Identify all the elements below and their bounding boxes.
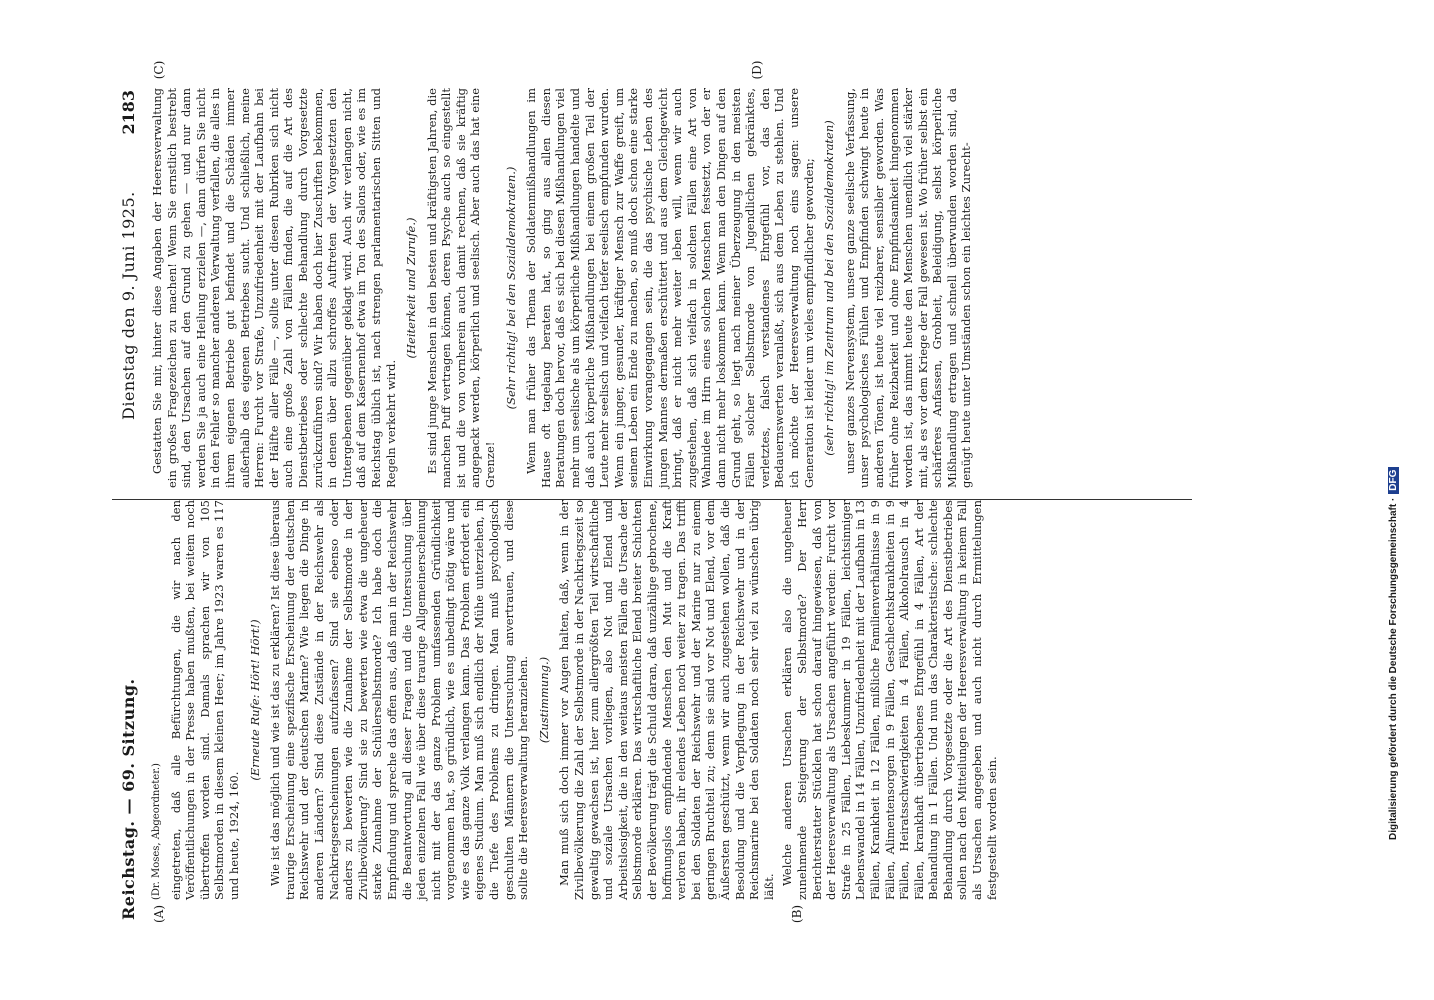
right-column (150, 60, 978, 488)
margin-marker-b: (B) (790, 904, 804, 924)
session-date: Dienstag den 9. Juni 1925. (119, 191, 138, 420)
margin-marker-a: (A) (152, 904, 166, 924)
paragraph: Man muß sich doch immer vor Augen halten, daß, wenn in der Zivilbevölkerung die Zahl der Selbstmorde in der Nachkriegszeit so gewaltig gewachsen ist, hier zum allergrößten Teil wirtschaftliche und soziale Ursachen vorliegen, also Not und Elend und Arbeitslosigkeit, die in den weitaus meisten Fällen die Ursache der Selbstmorde erklären. Das wirtschaftliche Elend breiter Schichten der Bevölkerung trägt die Schuld daran, daß unzählige gebrochene, hoffnungslos empfindende Menschen den Mut und die Kraft verloren haben, ihr elendes Leben noch weiter zu tragen. Das trifft bei den Soldaten der Reichswehr und der Marine nur zu einem geringen Bruchteil zu; denn sie sind vor Not und Elend, vor dem Äußersten geschützt, wenn wir auch zugestehen wollen, daß die Besoldung und die Verpflegung in der Reichswehr und in der Reichsmarine bei den Soldaten noch sehr viel zu wünschen übrig läßt. (557, 500, 776, 900)
rotated-page (20, 0, 1420, 1000)
paragraph: Gestatten Sie mir, hinter diese Angaben der Heeresverwaltung ein großes Fragezeichen zu machen! Wenn Sie ernstlich bestrebt sind, den Ursachen auf den Grund zu gehen — und nur dann werden Sie ja auch eine Heilung erzielen —, dann dürfen Sie nicht in den Fehler so mancher anderen Verwaltung verfallen, die alles in ihrem eigenen Betriebe gut befindet und die Schäden immer außerhalb des eigenen Betriebes sucht. Und schließlich, meine Herren: Furcht vor Strafe, Unzufriedenheit mit der Laufbahn bei der Hälfte aller Fälle —, sollte unter diesen Rubriken sich nicht auch eine große Zahl von Fällen finden, die auf die Art des Dienstbetriebes oder schlechte Behandlung durch Vorgesetzte zurückzuführen sind? Wir haben doch hier Zuschriften bekommen, in denen über allzu schroffes Auftreten der Vorgesetzten den Untergebenen gegenüber geklagt wird. Auch wir verlangen nicht, daß auf dem Kasernenhof etwa im Ton des Salons oder, wie es im Reichstag üblich ist, nach strengen parlamentarischen Sitten und Regeln verkehrt wird. (150, 88, 398, 488)
interjection: (Heiterkeit und Zurufe.) (404, 217, 419, 359)
paragraph: Wie ist das möglich und wie ist das zu erklären? Ist diese überaus traurige Erscheinung eine spezifische Erscheinung der deutschen Reichswehr und der deutschen Marine? Wie liegen die Dinge in anderen Ländern? Sind diese Zustände in der Reichswehr als Nachkriegserscheinungen aufzufassen? Sind sie ebenso oder anders zu bewerten wie die Zunahme der Selbstmorde in der Zivilbevölkerung? Sind sie zu bewerten wie etwa die ungeheuer starke Zunahme der Schülerselbstmorde? Ich habe doch die Empfindung und spreche das offen aus, daß man in der Reichswehr die Beantwortung all dieser Fragen und die Untersuchung über jeden einzelnen Fall wie über diese traurige Allgemeinerscheinung nicht mit der das ganze Problem umfassenden Gründlichkeit vorgenommen hat, so gründlich, wie es unbedingt nötig wäre und wie es das ganze Volk verlangen kann. Das Problem erfordert ein eigenes Studium. Man muß sich endlich der Mühe unterziehen, in die Tiefe des Problems zu dringen. Man muß psychologisch geschulten Männern die Untersuchung anvertrauen, und diese sollte die Heeresverwaltung heranziehen. (268, 500, 531, 900)
digitization-note (1388, 40, 1399, 840)
paragraph: Wenn man früher das Thema der Soldatenmißhandlungen im Hause oft tagelang beraten hat, so ging aus allen diesen Beratungen doch hervor, daß es sich bei diesen Mißhandlungen viel mehr um seelische als um körperliche Mißhandlungen handelte und daß auch körperliche Mißhandlungen bei einem großen Teil der Leute mehr seelisch und vielfach tiefer seelisch empfunden wurden. Wenn ein junger, gesunder, kräftiger Mensch zur Waffe greift, um seinem Leben ein Ende zu machen, so muß doch schon eine starke Einwirkung vorangegangen sein, die das psychische Leben des jungen Mannes dermaßen erschüttert und aus dem Gleichgewicht bringt, daß er nicht mehr weiter leben will, wenn wir auch zugestehen, daß sich vielfach in solchen Fällen eine Art von Wahnidee im Hirn eines solchen Menschen festsetzt, von der er dann nicht mehr loskommen kann. Wenn man den Dingen auf den Grund geht, so liegt nach meiner Überzeugung in den meisten Fällen solcher Selbstmorde von Jugendlichen gekränktes, verletztes, falsch verstandenes Ehrgefühl vor, das den Bedauernswerten veranlaßt, sich aus dem Leben zu stehlen. Und ich möchte der Heeresverwaltung noch eins sagen: unsere Generation ist leider um vieles empfindlicher geworden; (524, 88, 816, 488)
interjection: (Zustimmung.) (536, 656, 551, 744)
paragraph: unser ganzes Nervensystem, unsere ganze seelische Verfassung, unser psychologisches Fühlen und Empfinden schwingt heute in anderen Tönen, ist heute viel reizbarer, sensibler geworden. Was früher ohne Reizbarkeit und ohne Empfindsamkeit hingenommen worden ist, das nimmt heute den Menschen unendlich viel stärker mit, als es vor dem Kriege der Fall gewesen ist. Wo früher selbst ein schärferes Anfassen, Grobheit, Beleidigung, selbst körperliche Mißhandlung ertragen und schnell überwunden worden sind, da genügt heute unter Umständen schon ein leichtes Zurecht- (842, 88, 974, 488)
interjection: (sehr richtig! im Zentrum und bei den Sozialdemokraten) (822, 120, 837, 456)
page-title: Reichstag. — 69. Sitzung. (119, 678, 138, 920)
interjection: (Erneute Rufe: Hört! Hört!) (247, 619, 262, 781)
page-number: 2183 (119, 90, 138, 135)
margin-marker-c: (C) (152, 60, 166, 80)
digitization-text: Digitalisierung gefördert durch die Deutsche Forschungsgemeinschaft · (1388, 497, 1399, 840)
paragraph: Welche anderen Ursachen erklären also die ungeheuer zunehmende Steigerung der Selbstmorde? Der Herr Berichterstatter Stücklen hat schon darauf hingewiesen, daß von der Heeresverwaltung als Ursachen angeführt werden: Furcht vor Strafe in 25 Fällen, Liebeskummer in 19 Fällen, leichtsinniger Lebenswandel in 14 Fällen, Unzufriedenheit mit der Laufbahn in 13 Fällen, Krankheit in 12 Fällen, mißliche Familienverhältnisse in 9 Fällen, Alimentensorgen in 9 Fällen, Geschlechtskrankheiten in 9 Fällen, Heiratsschwierigkeiten in 4 Fällen, Alkoholrausch in 4 Fällen, krankhaft übertriebenes Ehrgefühl in 4 Fällen, Art der Behandlung in 1 Fällen. Und nun das Charakteristische: schlechte Behandlung durch Vorgesetzte oder die Art des Dienstbetriebes sollen nach den Mitteilungen der Heeresverwaltung in keinem Fall als Ursachen angegeben und auch nicht durch Ermittelungen festgestellt worden sein. (780, 500, 999, 900)
margin-marker-d: (D) (750, 60, 764, 80)
paragraph: eingetreten, daß alle Befürchtungen, die wir nach den Veröffentlichungen in der Presse haben mußten, bei weitem noch übertroffen worden sind. Damals sprachen wir von 105 Selbstmorden in diesem kleinen Heer; im Jahre 1923 waren es 117 und heute, 1924, 160. (168, 500, 241, 900)
left-column (150, 500, 1003, 924)
speaker-note: (Dr. Moses, Abgeordneter.) (151, 763, 162, 900)
interjection: (Sehr richtig! bei den Sozialdemokraten.) (503, 166, 518, 410)
page-header (112, 90, 146, 920)
paragraph: Es sind junge Menschen in den besten und kräftigsten Jahren, die manchen Puff vertragen können, deren Psyche auch so eingestellt ist und die von vornherein auch damit rechnen, daß sie kräftig angepackt werden, körperlich und seelisch. Aber auch das hat eine Grenze! (424, 88, 498, 488)
dfg-logo: DFG (1388, 467, 1399, 494)
